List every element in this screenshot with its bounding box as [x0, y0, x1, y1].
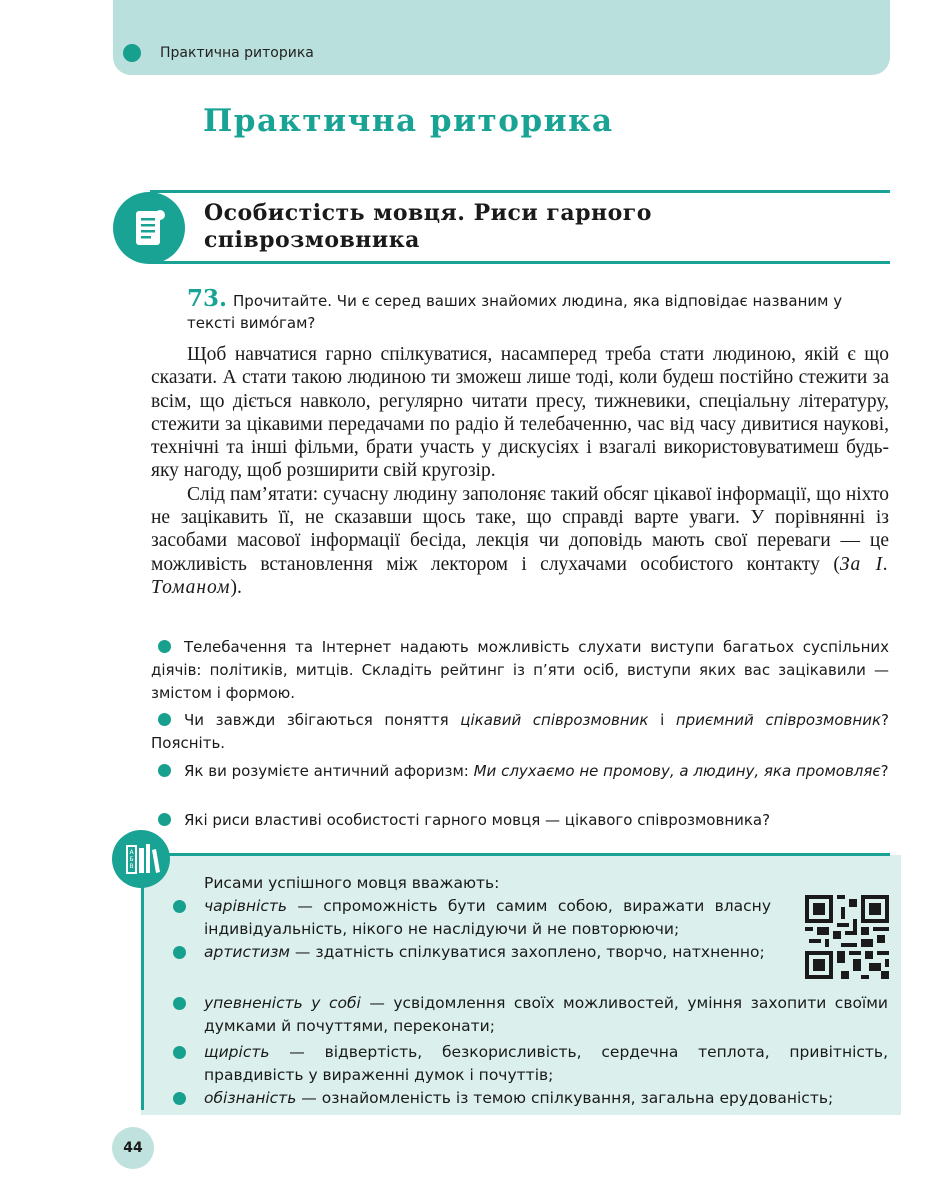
- info-item-2: [173, 941, 771, 964]
- bullet-icon: [158, 640, 171, 653]
- info-item-1: [173, 895, 771, 941]
- info-item-2-text: [204, 941, 771, 964]
- section-title-line1: Особистість мовця. Риси гарного: [204, 200, 652, 226]
- question-2-term-1: цікавий співрозмовник: [460, 711, 649, 729]
- task-number: 73.: [187, 285, 228, 312]
- qr-code-icon[interactable]: [805, 895, 889, 979]
- text-paragraph-2-body: Слід пам’ятати: сучасну людину заполоняє такий обсяг цікавої інформації, що ніхто не зацікавить її, не сказавши щось таке, що справді варте уваги. У порівнянні із засобами масової інформації бесіда, лекція чи доповідь мають свої переваги — це можливість встановлення між лектором і слухачами особистого контакту (: [151, 483, 889, 575]
- info-item-4-desc: — відвертість, безкорисливість, сердечна теплота, привітність, правдивість у вираженні думок і почуттів;: [204, 1043, 888, 1084]
- info-item-4-term: щирість: [204, 1043, 270, 1061]
- question-3-aphorism: Ми слухаємо не промову, а людину, яка промовляє: [473, 762, 881, 780]
- text-source: За І. Томаном: [151, 553, 889, 598]
- section-title: [204, 200, 804, 254]
- running-title: Практична риторика: [160, 45, 314, 61]
- info-item-3: [173, 992, 888, 1038]
- question-4: [151, 809, 889, 832]
- header-band: [113, 0, 890, 75]
- books-icon-letter-v: В: [129, 863, 134, 870]
- info-item-3-desc: — усвідомлення своїх можливостей, уміння захопити своїми думками й почуттями, переконати;: [204, 994, 889, 1035]
- books-icon: [112, 830, 170, 888]
- task-73: [187, 285, 889, 334]
- bullet-icon: [158, 813, 171, 826]
- info-item-2-desc: — здатність спілкуватися захоплено, творчо, натхненно;: [290, 943, 765, 961]
- info-item-2-term: артистизм: [204, 943, 290, 961]
- question-3-part-a: Як ви розумієте античний афоризм:: [184, 762, 474, 780]
- bullet-icon: [158, 713, 171, 726]
- info-item-1-text: [204, 895, 771, 941]
- books-icon-letter-a: А: [129, 849, 134, 856]
- text-paragraph-1: Щоб навчатися гарно спілкуватися, насамперед треба стати людиною, якій є що сказати. А стати такою людиною ти зможеш лише тоді, коли будеш постійно стежити за всім, що діється навколо, регулярно читати пресу, тижневики, спеціальну літературу, стежити за цікавими передачами по радіо й телебаченню, час від часу дивитися наукові, технічні та інші фільми, брати участь у дискусіях і взагалі використовуватимеш будь-яку нагоду, щоб розширити свій кругозір.: [151, 344, 889, 482]
- info-item-3-text: [204, 992, 888, 1038]
- info-item-1-term: чарівність: [204, 897, 288, 915]
- section-title-line2: співрозмовника: [204, 227, 420, 253]
- header-bullet-icon: [123, 44, 141, 62]
- info-item-5-text: [204, 1087, 888, 1110]
- question-2: [151, 709, 889, 755]
- page-title: Практична риторика: [203, 103, 614, 139]
- bullet-icon: [173, 1046, 186, 1059]
- question-2-term-2: приємний співрозмовник: [675, 711, 882, 729]
- bullet-icon: [173, 997, 186, 1010]
- bullet-icon: [158, 764, 171, 777]
- info-item-5: [173, 1087, 888, 1110]
- bullet-icon: [173, 1092, 186, 1105]
- section-rule-bottom: [150, 261, 890, 264]
- question-2-part-c: ? Поясніть.: [151, 711, 889, 752]
- bullet-icon: [173, 900, 186, 913]
- question-1: [151, 636, 889, 705]
- info-box-rule: [141, 853, 890, 856]
- info-item-1-desc: — спроможність бути самим собою, виражати власну індивідуальність, нікого не наслідуючи й не повторюючи;: [204, 897, 771, 938]
- question-3-part-b: ?: [880, 762, 889, 780]
- question-2-part-a: Чи завжди збігаються поняття: [184, 711, 461, 729]
- section-rule-top: [150, 190, 890, 193]
- info-item-4: [173, 1041, 888, 1087]
- question-4-text: Які риси властиві особистості гарного мовця — цікавого співрозмовника?: [184, 811, 771, 829]
- info-intro: Рисами успішного мовця вважають:: [204, 874, 500, 892]
- question-1-text: Телебачення та Інтернет надають можливість слухати виступи багатьох суспільних діячів: політиків, митців. Складіть рейтинг із п’яти осіб, виступи яких вас зацікавили — змістом і формою.: [151, 638, 889, 702]
- page-number: 44: [112, 1127, 154, 1169]
- info-item-4-text: [204, 1041, 888, 1087]
- books-icon-letter-b: Б: [129, 856, 134, 863]
- info-item-5-term: обізнаність: [204, 1089, 297, 1107]
- info-box-vertical-rule: [141, 855, 144, 1110]
- reading-text: [151, 343, 889, 599]
- scroll-icon: [113, 192, 185, 264]
- info-item-3-term: упевненість у собі: [204, 994, 361, 1012]
- text-paragraph-2-end: ).: [230, 576, 242, 598]
- text-paragraph-2: [151, 483, 889, 599]
- info-item-5-desc: — ознайомленість із темою спілкування, загальна ерудованість;: [296, 1089, 834, 1107]
- question-2-part-b: і: [648, 711, 676, 729]
- question-3: [151, 760, 889, 783]
- task-instruction: Прочитайте. Чи є серед ваших знайомих людина, яка відповідає названим у тексті вимо́гам?: [187, 292, 843, 332]
- bullet-icon: [173, 946, 186, 959]
